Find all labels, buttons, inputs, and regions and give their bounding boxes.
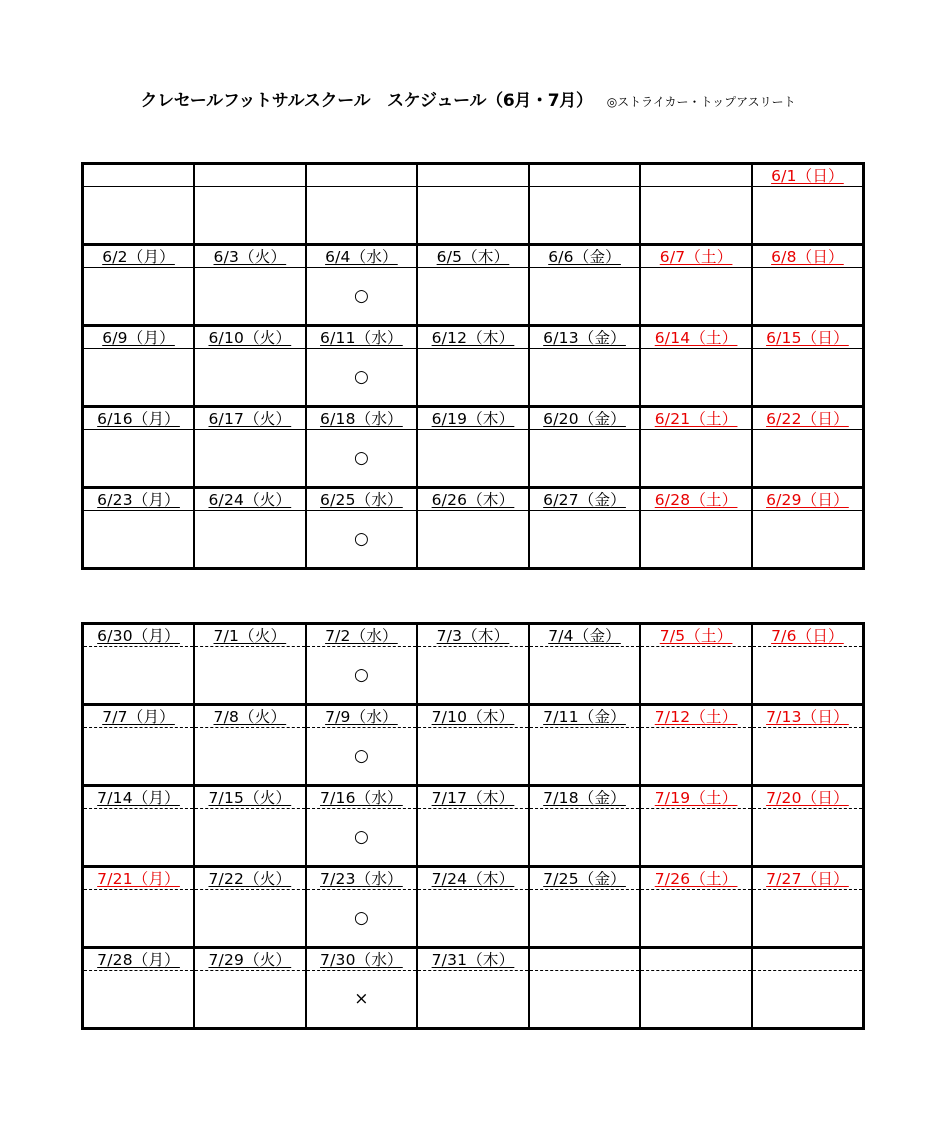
day-label: 6/2（月） xyxy=(102,247,175,266)
day-label: 7/9（水） xyxy=(325,707,398,726)
day-label: 7/26（土） xyxy=(654,869,738,888)
day-label: 7/29（火） xyxy=(208,950,292,969)
day-label: 7/1（火） xyxy=(213,626,287,645)
day-mark-cell xyxy=(306,971,418,1029)
day-header-cell xyxy=(640,867,752,890)
day-header-cell xyxy=(640,326,752,349)
day-label: 6/14（土） xyxy=(654,328,738,347)
page-title: クレセールフットサルスクール スケジュール（6月・7月） xyxy=(140,91,593,111)
day-header-cell xyxy=(529,948,641,971)
attendance-mark: ○ xyxy=(353,827,369,847)
day-mark-cell xyxy=(640,809,752,867)
day-header-cell xyxy=(529,245,641,268)
day-label: 6/6（金） xyxy=(548,247,621,266)
day-label: 6/13（金） xyxy=(543,328,626,347)
day-label: 6/12（木） xyxy=(431,328,515,347)
day-mark-cell xyxy=(194,430,306,488)
day-mark-cell xyxy=(752,809,864,867)
day-header-cell xyxy=(417,624,529,647)
week-date-row xyxy=(83,164,864,187)
page-header xyxy=(0,86,936,111)
day-mark-cell xyxy=(640,187,752,245)
day-label: 7/14（月） xyxy=(97,788,180,807)
day-mark-cell xyxy=(752,511,864,569)
day-header-cell xyxy=(417,488,529,511)
day-mark-cell xyxy=(306,268,418,326)
day-mark-cell xyxy=(529,809,641,867)
day-mark-cell xyxy=(529,511,641,569)
day-header-cell xyxy=(83,705,195,728)
day-header-cell xyxy=(194,948,306,971)
day-label: 7/10（木） xyxy=(431,707,515,726)
day-mark-cell xyxy=(306,728,418,786)
day-label: 7/3（木） xyxy=(436,626,510,645)
day-label: 6/17（火） xyxy=(208,409,292,428)
day-label: 7/8（火） xyxy=(213,707,287,726)
week-date-row xyxy=(83,624,864,647)
attendance-mark: ○ xyxy=(353,448,369,468)
day-label: 7/2（水） xyxy=(325,626,398,645)
day-mark-cell xyxy=(640,647,752,705)
day-header-cell xyxy=(306,164,418,187)
day-mark-cell xyxy=(640,971,752,1029)
week-date-row xyxy=(83,407,864,430)
day-header-cell xyxy=(83,867,195,890)
calendar-july xyxy=(81,622,865,1030)
day-label: 6/21（土） xyxy=(654,409,738,428)
day-mark-cell xyxy=(194,971,306,1029)
day-header-cell xyxy=(529,867,641,890)
day-header-cell xyxy=(417,407,529,430)
day-mark-cell xyxy=(529,430,641,488)
day-mark-cell xyxy=(752,647,864,705)
day-header-cell xyxy=(83,948,195,971)
day-header-cell xyxy=(752,245,864,268)
day-label: 6/11（水） xyxy=(320,328,403,347)
week-mark-row xyxy=(83,430,864,488)
day-mark-cell xyxy=(83,268,195,326)
day-mark-cell xyxy=(194,809,306,867)
day-mark-cell xyxy=(83,971,195,1029)
day-mark-cell xyxy=(640,430,752,488)
day-mark-cell xyxy=(752,349,864,407)
day-label: 6/15（日） xyxy=(766,328,849,347)
day-header-cell xyxy=(752,705,864,728)
day-mark-cell xyxy=(417,511,529,569)
day-header-cell xyxy=(417,867,529,890)
week-mark-row xyxy=(83,187,864,245)
day-label: 7/12（土） xyxy=(654,707,738,726)
day-header-cell xyxy=(417,705,529,728)
day-label: 6/4（水） xyxy=(325,247,398,266)
day-label: 6/19（木） xyxy=(431,409,515,428)
day-header-cell xyxy=(194,624,306,647)
day-mark-cell xyxy=(83,430,195,488)
day-header-cell xyxy=(640,624,752,647)
week-mark-row xyxy=(83,728,864,786)
day-mark-cell xyxy=(83,511,195,569)
day-mark-cell xyxy=(194,890,306,948)
day-label: 7/16（水） xyxy=(320,788,403,807)
day-header-cell xyxy=(752,786,864,809)
day-label: 6/30（月） xyxy=(97,626,180,645)
day-header-cell xyxy=(306,326,418,349)
day-label: 6/8（日） xyxy=(771,247,844,266)
day-mark-cell xyxy=(194,728,306,786)
day-mark-cell xyxy=(417,187,529,245)
day-label: 7/27（日） xyxy=(766,869,849,888)
day-label: 6/7（土） xyxy=(659,247,733,266)
day-label: 7/25（金） xyxy=(543,869,626,888)
day-label: 7/11（金） xyxy=(543,707,626,726)
week-date-row xyxy=(83,705,864,728)
day-mark-cell xyxy=(529,647,641,705)
day-mark-cell xyxy=(306,349,418,407)
day-mark-cell xyxy=(417,809,529,867)
day-header-cell xyxy=(529,488,641,511)
day-label: 7/6（日） xyxy=(771,626,844,645)
day-header-cell xyxy=(194,245,306,268)
day-mark-cell xyxy=(417,890,529,948)
day-label: 7/23（水） xyxy=(320,869,403,888)
day-mark-cell xyxy=(417,647,529,705)
day-mark-cell xyxy=(640,349,752,407)
day-label: 7/15（火） xyxy=(208,788,292,807)
day-label: 7/18（金） xyxy=(543,788,626,807)
day-header-cell xyxy=(640,948,752,971)
day-mark-cell xyxy=(83,349,195,407)
day-header-cell xyxy=(194,786,306,809)
day-label: 6/18（水） xyxy=(320,409,403,428)
day-mark-cell xyxy=(306,511,418,569)
day-mark-cell xyxy=(83,647,195,705)
day-label: 6/16（月） xyxy=(97,409,180,428)
day-header-cell xyxy=(417,164,529,187)
day-label: 7/5（土） xyxy=(659,626,733,645)
week-mark-row xyxy=(83,349,864,407)
day-label: 7/28（月） xyxy=(97,950,180,969)
day-header-cell xyxy=(640,786,752,809)
day-label: 6/26（木） xyxy=(431,490,515,509)
day-header-cell xyxy=(529,164,641,187)
day-header-cell xyxy=(752,867,864,890)
day-header-cell xyxy=(417,786,529,809)
day-label: 7/4（金） xyxy=(548,626,621,645)
day-header-cell xyxy=(306,245,418,268)
day-mark-cell xyxy=(306,187,418,245)
day-header-cell xyxy=(752,407,864,430)
attendance-mark: ○ xyxy=(353,665,369,685)
attendance-mark: ○ xyxy=(353,367,369,387)
day-mark-cell xyxy=(417,971,529,1029)
day-header-cell xyxy=(194,407,306,430)
day-label: 6/22（日） xyxy=(766,409,849,428)
day-label: 7/19（土） xyxy=(654,788,738,807)
day-header-cell xyxy=(83,164,195,187)
day-label: 6/27（金） xyxy=(543,490,626,509)
day-mark-cell xyxy=(417,430,529,488)
day-header-cell xyxy=(306,786,418,809)
day-label: 7/22（火） xyxy=(208,869,292,888)
day-mark-cell xyxy=(752,890,864,948)
day-label: 7/17（木） xyxy=(431,788,515,807)
day-label: 6/28（土） xyxy=(654,490,738,509)
day-mark-cell xyxy=(417,268,529,326)
week-date-row xyxy=(83,786,864,809)
day-mark-cell xyxy=(306,809,418,867)
day-header-cell xyxy=(529,407,641,430)
week-mark-row xyxy=(83,647,864,705)
week-mark-row xyxy=(83,511,864,569)
day-header-cell xyxy=(194,488,306,511)
day-header-cell xyxy=(752,948,864,971)
week-date-row xyxy=(83,867,864,890)
day-label: 6/24（火） xyxy=(208,490,292,509)
day-mark-cell xyxy=(83,890,195,948)
day-mark-cell xyxy=(194,647,306,705)
day-header-cell xyxy=(83,326,195,349)
day-mark-cell xyxy=(417,349,529,407)
day-header-cell xyxy=(529,624,641,647)
day-mark-cell xyxy=(306,647,418,705)
day-header-cell xyxy=(306,705,418,728)
day-mark-cell xyxy=(752,971,864,1029)
day-mark-cell xyxy=(83,187,195,245)
day-mark-cell xyxy=(529,268,641,326)
day-label: 7/31（木） xyxy=(431,950,515,969)
day-header-cell xyxy=(194,326,306,349)
week-mark-row xyxy=(83,268,864,326)
day-mark-cell xyxy=(752,268,864,326)
week-date-row xyxy=(83,326,864,349)
day-label: 6/5（木） xyxy=(436,247,510,266)
day-label: 6/9（月） xyxy=(102,328,175,347)
week-date-row xyxy=(83,948,864,971)
day-mark-cell xyxy=(529,728,641,786)
day-mark-cell xyxy=(194,187,306,245)
day-mark-cell xyxy=(529,971,641,1029)
day-label: 7/7（月） xyxy=(102,707,175,726)
day-mark-cell xyxy=(417,728,529,786)
day-label: 7/21（月） xyxy=(97,869,180,888)
day-mark-cell xyxy=(83,728,195,786)
day-mark-cell xyxy=(306,890,418,948)
day-mark-cell xyxy=(640,511,752,569)
day-header-cell xyxy=(83,786,195,809)
day-header-cell xyxy=(752,624,864,647)
week-mark-row xyxy=(83,971,864,1029)
day-header-cell xyxy=(194,867,306,890)
day-header-cell xyxy=(194,705,306,728)
day-mark-cell xyxy=(194,511,306,569)
day-label: 6/10（火） xyxy=(208,328,292,347)
attendance-mark: ○ xyxy=(353,286,369,306)
day-mark-cell xyxy=(529,349,641,407)
day-label: 6/20（金） xyxy=(543,409,626,428)
day-header-cell xyxy=(640,245,752,268)
day-header-cell xyxy=(306,867,418,890)
day-mark-cell xyxy=(640,890,752,948)
day-header-cell xyxy=(417,326,529,349)
day-label: 7/30（水） xyxy=(320,950,403,969)
day-mark-cell xyxy=(640,728,752,786)
day-label: 6/1（日） xyxy=(771,166,844,185)
day-header-cell xyxy=(83,245,195,268)
day-header-cell xyxy=(83,488,195,511)
day-header-cell xyxy=(752,326,864,349)
day-label: 6/29（日） xyxy=(766,490,849,509)
day-label: 6/3（火） xyxy=(213,247,287,266)
week-date-row xyxy=(83,488,864,511)
attendance-mark: ○ xyxy=(353,529,369,549)
calendar-june xyxy=(81,162,865,570)
attendance-mark: × xyxy=(354,989,369,1009)
day-header-cell xyxy=(194,164,306,187)
day-header-cell xyxy=(529,326,641,349)
day-mark-cell xyxy=(752,187,864,245)
day-header-cell xyxy=(640,488,752,511)
day-mark-cell xyxy=(752,430,864,488)
day-header-cell xyxy=(306,488,418,511)
day-header-cell xyxy=(83,624,195,647)
day-header-cell xyxy=(640,164,752,187)
day-header-cell xyxy=(640,705,752,728)
day-label: 7/24（木） xyxy=(431,869,515,888)
attendance-mark: ○ xyxy=(353,746,369,766)
day-header-cell xyxy=(306,624,418,647)
day-mark-cell xyxy=(752,728,864,786)
day-mark-cell xyxy=(83,809,195,867)
day-mark-cell xyxy=(529,890,641,948)
day-mark-cell xyxy=(640,268,752,326)
week-date-row xyxy=(83,245,864,268)
page-credit: ◎ストライカー・トップアスリート xyxy=(606,95,796,109)
week-mark-row xyxy=(83,890,864,948)
week-mark-row xyxy=(83,809,864,867)
day-mark-cell xyxy=(194,268,306,326)
day-header-cell xyxy=(752,164,864,187)
day-mark-cell xyxy=(306,430,418,488)
day-label: 7/13（日） xyxy=(766,707,849,726)
day-header-cell xyxy=(640,407,752,430)
day-mark-cell xyxy=(529,187,641,245)
day-header-cell xyxy=(306,407,418,430)
day-header-cell xyxy=(417,948,529,971)
day-header-cell xyxy=(752,488,864,511)
day-header-cell xyxy=(529,786,641,809)
day-header-cell xyxy=(529,705,641,728)
day-label: 6/23（月） xyxy=(97,490,180,509)
day-header-cell xyxy=(83,407,195,430)
day-header-cell xyxy=(417,245,529,268)
day-header-cell xyxy=(306,948,418,971)
attendance-mark: ○ xyxy=(353,908,369,928)
day-label: 7/20（日） xyxy=(766,788,849,807)
day-mark-cell xyxy=(194,349,306,407)
day-label: 6/25（水） xyxy=(320,490,403,509)
